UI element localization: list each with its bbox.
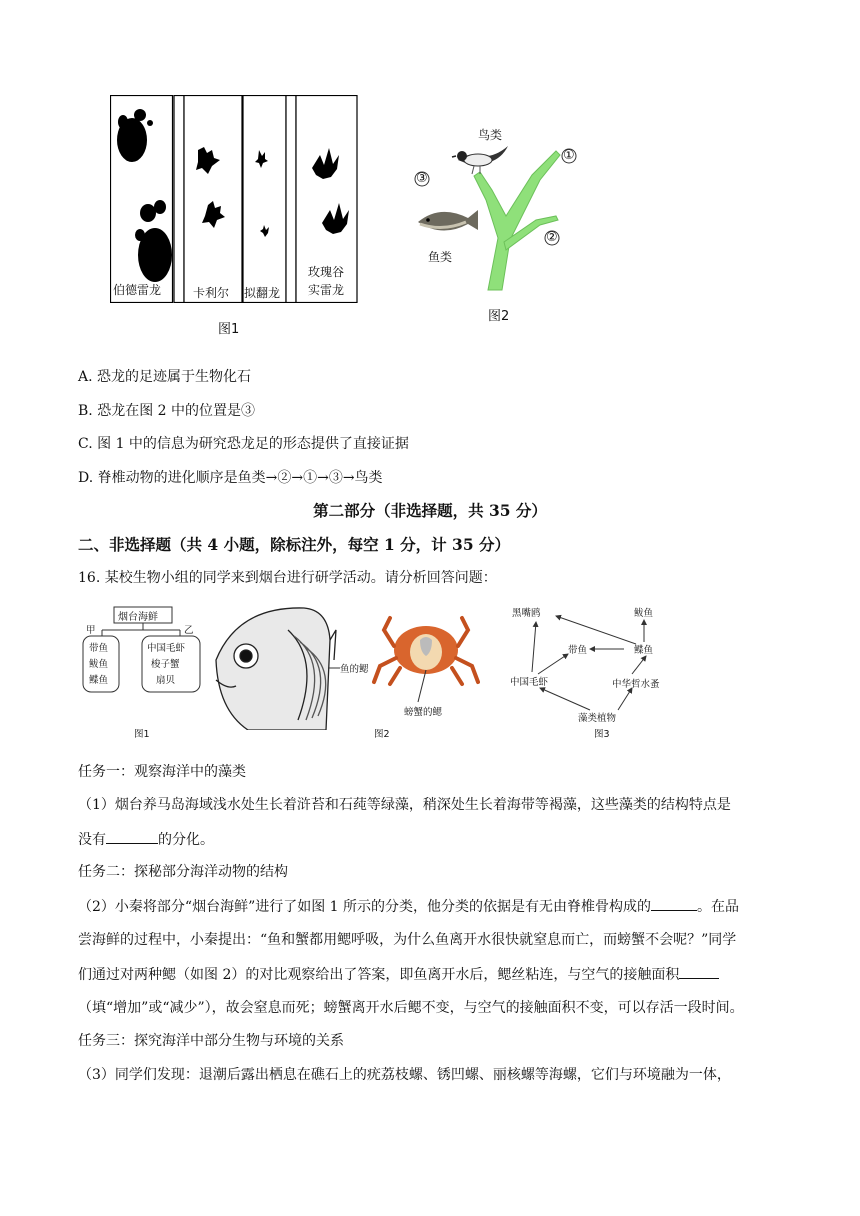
q16-intro: 16. 某校生物小组的同学来到烟台进行研学活动。请分析回答问题：: [78, 570, 497, 586]
task-3-heading: 任务三：探究海洋中部分生物与环境的关系: [78, 1033, 344, 1049]
fig1-caption: 图1: [218, 322, 240, 337]
q16-part3-line1: （3）同学们发现：退潮后露出栖息在礁石上的疣荔枝螺、锈凹螺、丽核螺等海螺，它们与环境融为一体，: [78, 1067, 731, 1083]
food-web-node: 黑嘴鸥: [512, 608, 541, 619]
part-two-title: 第二部分（非选择题，共 35 分）: [313, 501, 547, 520]
option-b: B. 恐龙在图 2 中的位置是③: [78, 403, 255, 419]
fig1-label-col2: 卡利尔: [193, 286, 230, 300]
crab-drawing: [374, 618, 478, 702]
fig-b-fish-gill-label: 鱼的鳃: [340, 664, 369, 675]
fig-a-title: 烟台海鲜: [118, 612, 158, 623]
option-c: C. 图 1 中的信息为研究恐龙足的形态提供了直接证据: [78, 436, 409, 452]
food-web-node: 鲅鱼: [634, 608, 654, 619]
fig-b-caption: 图2: [374, 729, 390, 740]
food-web-node: 中华哲水蚤: [612, 679, 660, 690]
q16-part2-text-b: 。在品: [697, 899, 740, 915]
fig-a-right-item: 扇贝: [156, 675, 176, 686]
answer-blank-1[interactable]: [106, 829, 158, 844]
answer-blank-3[interactable]: [679, 964, 719, 979]
fig-a-left-item: 鲅鱼: [89, 659, 109, 670]
section-heading: 二、非选择题（共 4 小题，除标注外，每空 1 分，计 35 分）: [78, 535, 511, 554]
fig1-label-col3: 拟翻龙: [244, 286, 281, 300]
fig-a-caption: 图1: [134, 729, 150, 740]
fig2-fish-label: 鱼类: [428, 250, 453, 264]
q16-part1-text-a: 没有: [78, 832, 106, 848]
task-2-heading: 任务二：探秘部分海洋动物的结构: [78, 864, 288, 880]
fig1-label-col1: 伯德雷龙: [113, 283, 162, 297]
fig-a-left-tag: 甲: [86, 625, 96, 636]
q16-fig1-classification: [80, 602, 210, 742]
fig2-marker-2-label: ②: [546, 230, 558, 245]
q16-part2-text-a: （2）小秦将部分“烟台海鲜”进行了如图 1 所示的分类，他分类的依据是有无由脊椎骨构成的: [78, 899, 652, 915]
q16-part2-line3: [78, 964, 719, 985]
fish-head-drawing: [216, 608, 336, 730]
food-web-node: 藻类植物: [578, 713, 617, 724]
bird-illustration: [452, 146, 508, 174]
fish-illustration: [418, 210, 478, 231]
fig1-label-col4-line2: 实雷龙: [308, 283, 345, 297]
answer-blank-2[interactable]: [651, 896, 697, 911]
q16-fig2-gills: [208, 600, 480, 742]
evolution-tree-diagram: [410, 120, 590, 300]
fig-a-right-item: 中国毛虾: [147, 643, 186, 654]
option-d: D. 脊椎动物的进化顺序是鱼类→②→①→③→鸟类: [78, 470, 383, 486]
figure-1-footprints: [110, 95, 358, 303]
fig-a-left-item: 带鱼: [89, 643, 109, 654]
q16-part2-line4: （填“增加”或“减少”），故会窒息而死；螃蟹离开水后鳃不变，与空气的接触面积不变，可以存活一段时间。: [78, 1000, 744, 1016]
q16-part2-line2: 尝海鲜的过程中，小秦提出：“鱼和蟹都用鳃呼吸，为什么鱼离开水很快就窒息而亡，而螃蟹不会呢？”同学: [78, 932, 737, 948]
fig-c-caption: 图3: [594, 729, 610, 740]
fig-b-crab-gill-label: 螃蟹的鳃: [404, 707, 443, 718]
option-a: A. 恐龙的足迹属于生物化石: [78, 369, 252, 385]
fig2-bird-label: 鸟类: [478, 128, 503, 142]
fig-a-left-item: 鲽鱼: [89, 675, 109, 686]
q16-part2-line1: [78, 896, 739, 917]
fig2-marker-3-label: ③: [416, 171, 428, 186]
food-web-node: 带鱼: [568, 645, 588, 656]
food-web-node: 鲽鱼: [634, 645, 654, 656]
q16-part1-line2: [78, 829, 214, 850]
q16-part1-line1: （1）烟台养马岛海域浅水处生长着浒苔和石莼等绿藻，稍深处生长着海带等褐藻，这些藻类的结构特点是: [78, 797, 731, 813]
fig-a-right-item: 梭子蟹: [151, 659, 180, 670]
food-web-arrows: [506, 602, 676, 726]
fig1-label-col4-line1: 玫瑰谷: [308, 265, 345, 279]
q16-part1-text-b: 的分化。: [158, 832, 214, 848]
q16-part2-text-c: 们通过对两种鳃（如图 2）的对比观察给出了答案，即鱼离开水后，鳃丝粘连，与空气的接触面积: [78, 967, 680, 983]
fig2-marker-1-label: ①: [563, 148, 575, 163]
food-web-node: 中国毛虾: [510, 677, 549, 688]
figure-2-evolution-tree: [410, 120, 590, 300]
q16-fig3-food-web: [506, 602, 676, 742]
task-1-heading: 任务一：观察海洋中的藻类: [78, 764, 246, 780]
fig2-caption: 图2: [488, 309, 510, 324]
fig-a-right-tag: 乙: [184, 625, 194, 636]
